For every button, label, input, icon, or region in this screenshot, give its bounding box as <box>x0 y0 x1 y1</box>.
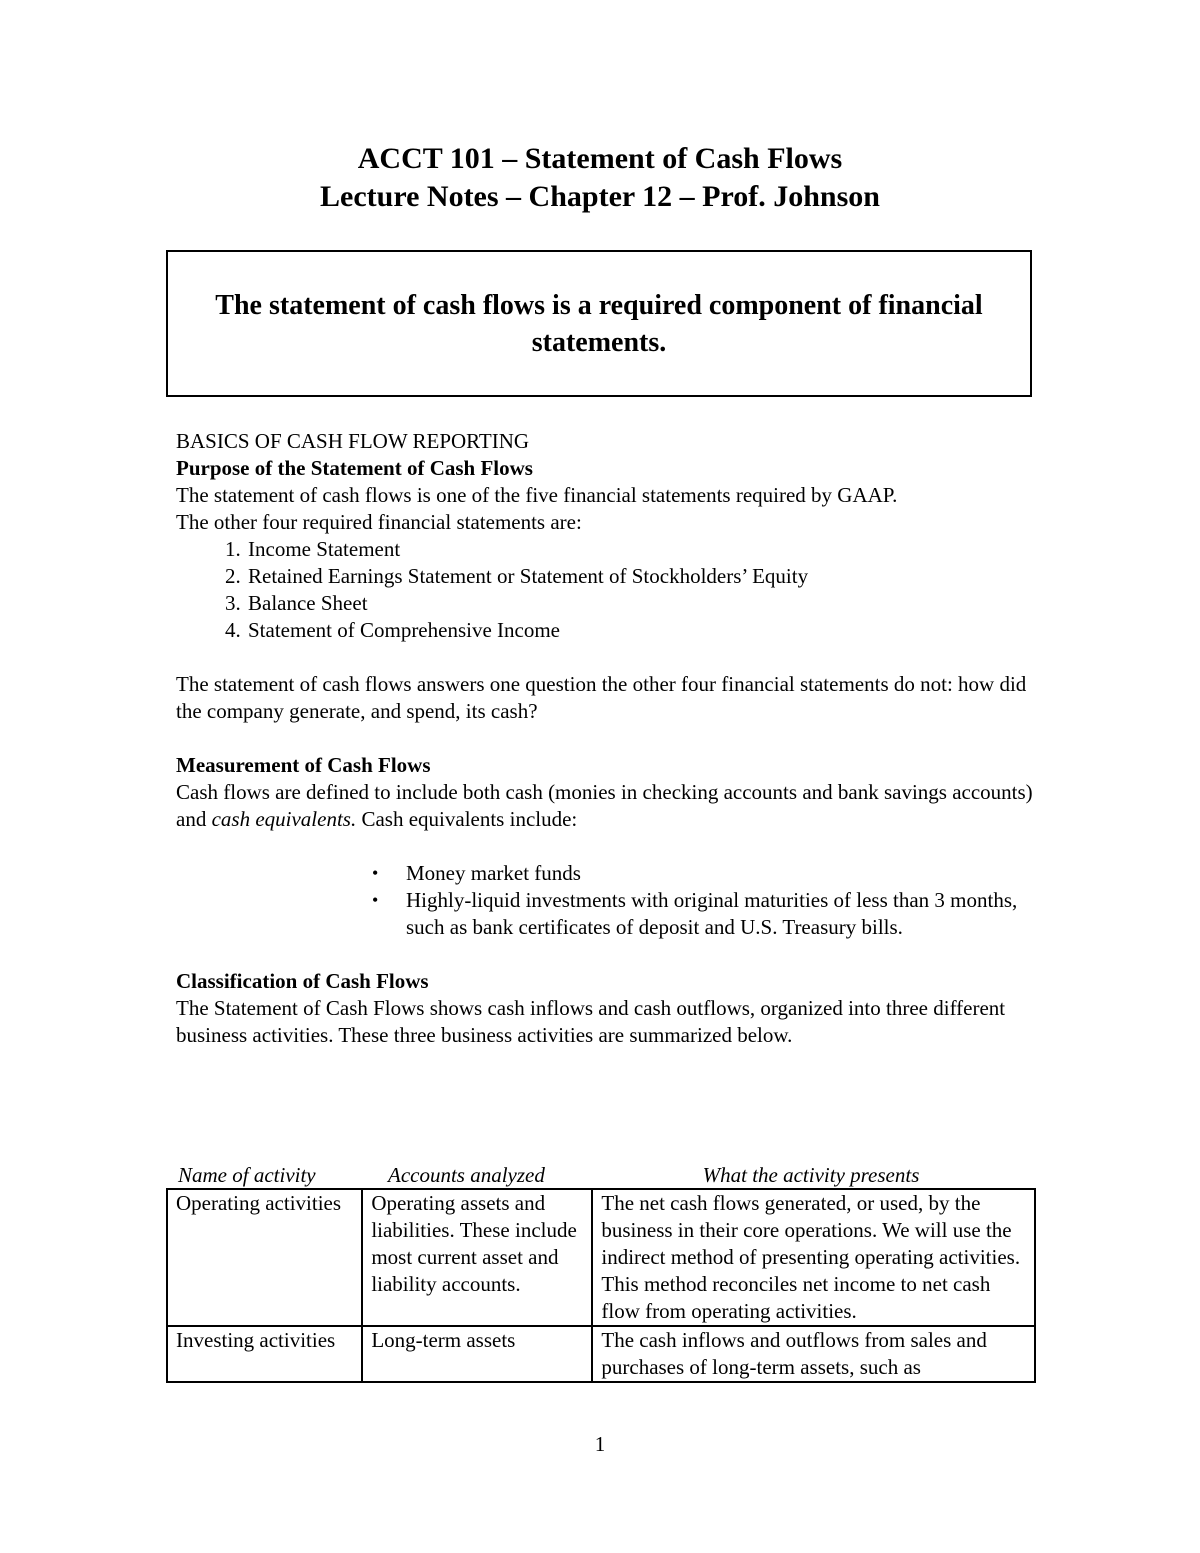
bullet-icon: • <box>372 890 379 910</box>
table-headers <box>166 1162 1036 1189</box>
activity-cell: Operating activities <box>167 1189 362 1326</box>
list-item: 3. Balance Sheet <box>246 590 1036 617</box>
presents-cell: The cash inflows and outflows from sales and purchases of long-term assets, such as <box>601 1328 987 1379</box>
activity-cell: Investing activities <box>176 1328 336 1352</box>
callout-box <box>166 250 1032 397</box>
header-accounts: Accounts analyzed <box>388 1163 545 1187</box>
list-item: 4. Statement of Comprehensive Income <box>246 617 1036 644</box>
measurement-heading: Measurement of Cash Flows <box>176 753 431 777</box>
list-item: 1. Income Statement <box>246 536 1036 563</box>
cash-equivalents-term: cash equivalents. <box>211 807 357 831</box>
title-line-2: Lecture Notes – Chapter 12 – Prof. Johnson <box>320 180 880 213</box>
measurement-text: Cash flows are defined to include both cash (monies in checking accounts and bank savings accounts) and cash equivalents. Cash equivalents include: <box>176 780 1033 831</box>
title-line-1: ACCT 101 – Statement of Cash Flows <box>357 142 843 175</box>
cash-equivalents-list <box>176 860 1036 941</box>
activities-table <box>166 1188 1036 1383</box>
header-activity: Name of activity <box>178 1163 316 1187</box>
list-item: • Money market funds <box>372 861 581 885</box>
list-item: • Highly-liquid investments with original maturities of less than 3 months, such as bank certificates of deposit and U.S. Treasury bills. <box>372 888 1018 939</box>
accounts-cell: Long-term assets <box>371 1328 516 1352</box>
bullet-icon: • <box>372 863 379 883</box>
required-statements-list <box>176 536 1036 644</box>
page-number: 1 <box>594 1432 606 1456</box>
callout-text: The statement of cash flows is a required component of financial statements. <box>215 289 983 358</box>
table-row <box>167 1326 1035 1382</box>
classification-text: The Statement of Cash Flows shows cash inflows and cash outflows, organized into three different business activities. These three business activities are summarized below. <box>176 996 1006 1047</box>
purpose-intro-line-2: The other four required financial statements are: <box>176 510 582 534</box>
header-presents: What the activity presents <box>702 1163 920 1187</box>
classification-heading: Classification of Cash Flows <box>176 969 429 993</box>
body-content <box>176 428 1036 1049</box>
section-heading: BASICS OF CASH FLOW REPORTING <box>176 429 530 453</box>
page-title <box>0 140 1200 216</box>
purpose-closing: The statement of cash flows answers one question the other four financial statements do not: how did the company generate, and spend, its cash? <box>176 672 1027 723</box>
purpose-intro-line-1: The statement of cash flows is one of the five financial statements required by GAAP. <box>176 483 898 507</box>
presents-cell: The net cash flows generated, or used, by the business in their core operations. We will use the indirect method of presenting operating activities. This method reconciles net income to net cash flow from operating activities. <box>592 1189 1035 1326</box>
accounts-cell: Operating assets and liabilities. These include most current asset and liability accounts. <box>362 1189 592 1326</box>
table-row <box>167 1189 1035 1326</box>
list-item: 2. Retained Earnings Statement or Statement of Stockholders’ Equity <box>246 563 1036 590</box>
purpose-heading: Purpose of the Statement of Cash Flows <box>176 456 533 480</box>
